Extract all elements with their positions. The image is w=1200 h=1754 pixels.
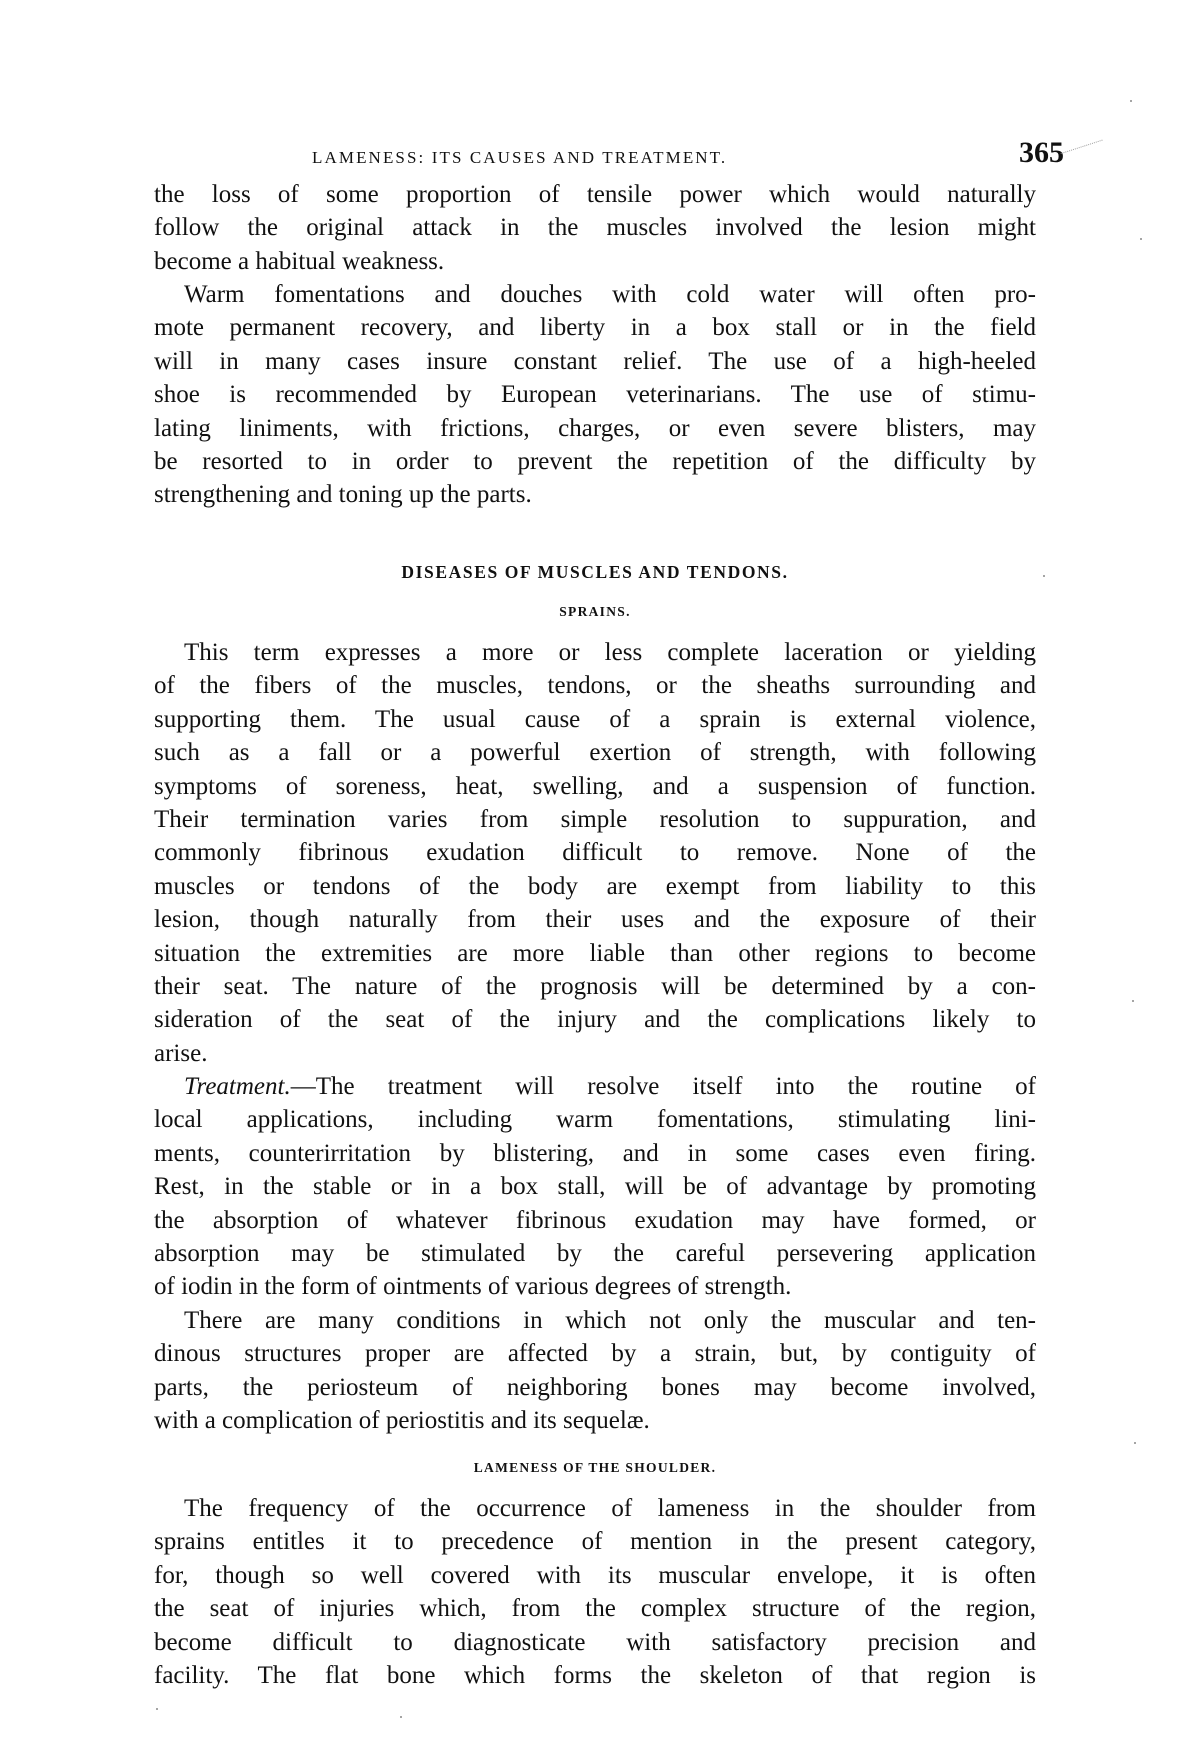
text-line: for, though so well covered with its muscular envelope, it is often xyxy=(154,1561,1036,1589)
text-line: of iodin in the form of ointments of various degrees of strength. xyxy=(154,1273,792,1301)
text-line: follow the original attack in the muscles involved the lesion might xyxy=(154,214,1036,242)
text-line: their seat. The nature of the prognosis will be determined by a con- xyxy=(154,973,1036,1001)
text-line: of the fibers of the muscles, tendons, or the sheaths surrounding and xyxy=(154,672,1036,700)
running-title: LAMENESS: ITS CAUSES AND TREATMENT. xyxy=(312,148,728,167)
text-line: facility. The flat bone which forms the skeleton of that region is xyxy=(154,1662,1036,1690)
text-line: shoe is recommended by European veterinarians. The use of stimu- xyxy=(154,381,1036,409)
text-line: will in many cases insure constant relief. The use of a high-heeled xyxy=(154,347,1036,375)
text-line: local applications, including warm fomentations, stimulating lini- xyxy=(154,1106,1036,1134)
text-line: the loss of some proportion of tensile power which would naturally xyxy=(154,181,1036,208)
text-line: such as a fall or a powerful exertion of strength, with following xyxy=(154,739,1036,767)
text-line: Rest, in the stable or in a box stall, will be of advantage by promoting xyxy=(154,1173,1036,1201)
text-line: be resorted to in order to prevent the repetition of the difficulty by xyxy=(154,448,1036,476)
page-number: 365 xyxy=(1019,136,1064,169)
text-line: become a habitual weakness. xyxy=(154,247,445,275)
text-line: Warm fomentations and douches with cold water will often pro- xyxy=(184,281,1036,308)
text-line: The frequency of the occurrence of lameness in the shoulder from xyxy=(184,1495,1036,1522)
text-line: the absorption of whatever fibrinous exudation may have formed, or xyxy=(154,1206,1036,1234)
running-head xyxy=(312,136,1064,172)
scan-speck xyxy=(400,1716,402,1718)
text-line: ments, counterirritation by blistering, and in some cases even firing. xyxy=(154,1139,1036,1167)
paragraph-fomentations xyxy=(154,278,1036,512)
text-line: symptoms of soreness, heat, swelling, and a suspension of function. xyxy=(154,772,1036,800)
text-line: muscles or tendons of the body are exempt from liability to this xyxy=(154,872,1036,900)
paragraph-treatment xyxy=(154,1070,1036,1304)
section-heading: DISEASES OF MUSCLES AND TENDONS. xyxy=(401,562,789,582)
text-line: sideration of the seat of the injury and the complications likely to xyxy=(154,1006,1036,1034)
text-line: become difficult to diagnosticate with satisfactory precision and xyxy=(154,1628,1036,1656)
text-line: arise. xyxy=(154,1039,208,1067)
text-line: parts, the periosteum of neighboring bones may become involved, xyxy=(154,1373,1036,1401)
text-line: strengthening and toning up the parts. xyxy=(154,481,532,509)
text-line: mote permanent recovery, and liberty in a box stall or in the field xyxy=(154,314,1036,342)
text-line: absorption may be stimulated by the careful persevering application xyxy=(154,1240,1036,1268)
text-line: Treatment.—The treatment will resolve itself into the routine of xyxy=(184,1073,1036,1100)
text-line: sprains entitles it to precedence of mention in the present category, xyxy=(154,1528,1036,1556)
text-line: supporting them. The usual cause of a sprain is external violence, xyxy=(154,705,1036,733)
text-line: There are many conditions in which not only the muscular and ten- xyxy=(184,1307,1036,1334)
subsection-heading-sprains: SPRAINS. xyxy=(559,604,631,619)
treatment-label: Treatment. xyxy=(184,1073,291,1100)
text-line: This term expresses a more or less complete laceration or yielding xyxy=(184,639,1036,666)
paragraph-shoulder xyxy=(154,1492,1036,1692)
subsection-heading-shoulder: LAMENESS OF THE SHOULDER. xyxy=(473,1460,717,1475)
paragraph-continuation xyxy=(154,178,1036,278)
text-line: commonly fibrinous exudation difficult to remove. None of the xyxy=(154,839,1036,867)
scan-speck xyxy=(1134,1442,1136,1444)
text-line: lesion, though naturally from their uses and the exposure of their xyxy=(154,906,1036,934)
text-line: dinous structures proper are affected by a strain, but, by contiguity of xyxy=(154,1340,1036,1368)
text-line: situation the extremities are more liable than other regions to become xyxy=(154,939,1036,967)
scan-speck xyxy=(156,1708,158,1710)
text-line: Their termination varies from simple resolution to suppuration, and xyxy=(154,806,1036,834)
scan-speck xyxy=(1140,238,1142,240)
margin-pencil-mark xyxy=(1060,140,1107,170)
text-line: lating liniments, with frictions, charges, or even severe blisters, may xyxy=(154,414,1036,442)
scan-speck xyxy=(1043,575,1045,577)
paragraph-sprains-definition xyxy=(154,636,1036,1070)
scan-speck xyxy=(1132,1000,1134,1002)
text-line: the seat of injuries which, from the complex structure of the region, xyxy=(154,1595,1036,1623)
scan-speck xyxy=(1130,100,1132,102)
paragraph-periosteum xyxy=(154,1304,1036,1438)
text-line: with a complication of periostitis and its sequelæ. xyxy=(154,1407,650,1435)
